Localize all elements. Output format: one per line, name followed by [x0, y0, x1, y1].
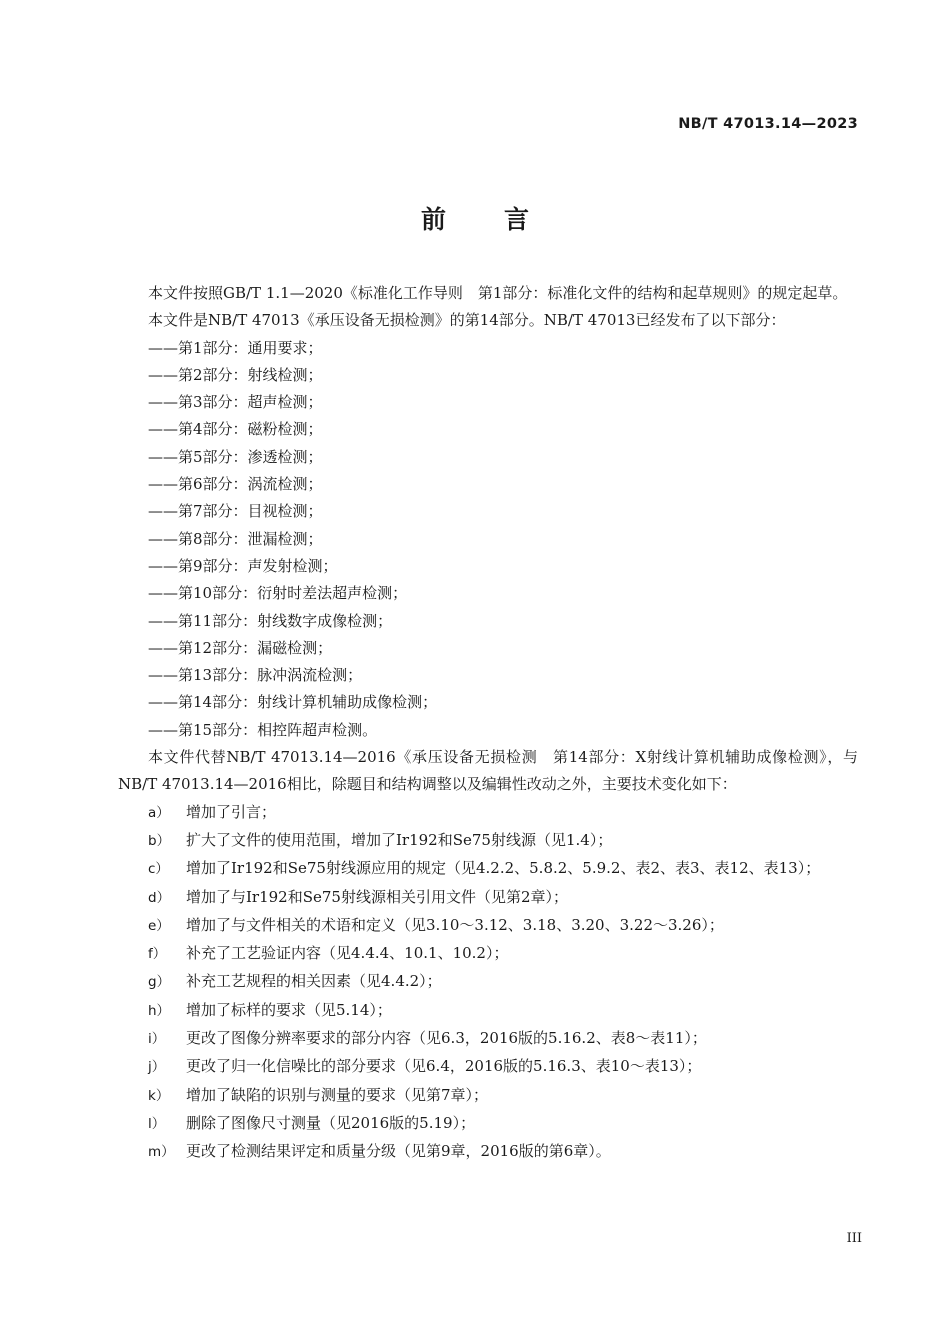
- list-item: ——第4部分：磁粉检测；: [148, 420, 323, 439]
- list-item: [118, 912, 858, 940]
- list-item-label: h）: [148, 1002, 171, 1019]
- list-item-label: m）: [148, 1144, 175, 1161]
- list-item: ——第9部分：声发射检测；: [148, 556, 338, 575]
- page-number: III: [846, 1231, 862, 1246]
- list-item-label: j）: [148, 1059, 166, 1076]
- parts-list: [118, 335, 858, 744]
- list-item-text: 补充工艺规程的相关因素（见4.4.2）；: [186, 972, 442, 991]
- replacement-paragraph: 本文件代替NB/T 47013.14—2016《承压设备无损检测 第14部分：X射线计算机辅助成像检测》，与NB/T 47013.14—2016相比，除题目和结构调整以及编辑性改动之外，主要技术变化如下：: [118, 748, 858, 794]
- list-item: [118, 855, 858, 883]
- list-item: ——第1部分：通用要求；: [148, 338, 323, 357]
- list-item: [118, 799, 858, 827]
- drafting-rules-paragraph: 本文件按照GB/T 1.1—2020《标准化工作导则 第1部分：标准化文件的结构和起草规则》的规定起草。: [148, 284, 848, 302]
- list-item: ——第6部分：涡流检测；: [148, 475, 323, 494]
- list-item: [118, 1110, 858, 1138]
- list-item: ——第8部分：泄漏检测；: [148, 529, 323, 548]
- list-item: ——第13部分：脉冲涡流检测；: [148, 666, 363, 685]
- list-item-text: 更改了检测结果评定和质量分级（见第9章，2016版的第6章）。: [186, 1142, 611, 1161]
- list-item: [118, 968, 858, 996]
- list-item: [118, 997, 858, 1025]
- list-item: [118, 827, 858, 855]
- list-item-text: 扩大了文件的使用范围，增加了Ir192和Se75射线源（见1.4）；: [186, 830, 613, 849]
- list-item-label: i）: [148, 1031, 166, 1048]
- list-item: ——第14部分：射线计算机辅助成像检测；: [148, 693, 438, 712]
- changes-list: [118, 799, 858, 1167]
- list-item-label: g）: [148, 974, 171, 991]
- list-item-label: a）: [148, 804, 170, 821]
- list-item-text: 增加了与文件相关的术语和定义（见3.10～3.12、3.18、3.20、3.22～3.26）；: [186, 915, 724, 934]
- list-item: ——第3部分：超声检测；: [148, 393, 323, 412]
- list-item-text: 更改了归一化信噪比的部分要求（见6.4，2016版的5.16.3、表10～表13）；: [186, 1057, 702, 1076]
- list-item: ——第5部分：渗透检测；: [148, 447, 323, 466]
- list-item-label: d）: [148, 889, 171, 906]
- list-item-label: b）: [148, 832, 171, 849]
- list-item: ——第11部分：射线数字成像检测；: [148, 611, 393, 630]
- list-item: [118, 1138, 858, 1166]
- list-item: ——第10部分：衍射时差法超声检测；: [148, 584, 408, 603]
- list-item-text: 增加了缺陷的识别与测量的要求（见第7章）；: [186, 1085, 489, 1104]
- list-item: [118, 940, 858, 968]
- foreword-body: [118, 280, 858, 1167]
- list-item-label: f）: [148, 946, 167, 963]
- list-item-text: 删除了图像尺寸测量（见2016版的5.19）；: [186, 1113, 476, 1132]
- parts-intro-paragraph: 本文件是NB/T 47013《承压设备无损检测》的第14部分。NB/T 47013已经发布了以下部分：: [148, 311, 786, 330]
- list-item-text: 增加了与Ir192和Se75射线源相关引用文件（见第2章）；: [186, 887, 569, 906]
- page-title: 前言: [420, 205, 587, 234]
- list-item: ——第15部分：相控阵超声检测。: [148, 720, 378, 739]
- document-number: NB/T 47013.14—2023: [678, 116, 858, 132]
- list-item-label: l）: [148, 1115, 166, 1132]
- list-item-label: k）: [148, 1087, 170, 1104]
- list-item: ——第7部分：目视检测；: [148, 502, 323, 521]
- list-item-text: 增加了标样的要求（见5.14）；: [186, 1000, 392, 1019]
- list-item-label: e）: [148, 917, 170, 934]
- list-item-label: c）: [148, 861, 169, 878]
- list-item-text: 更改了图像分辨率要求的部分内容（见6.3，2016版的5.16.2、表8～表11）；: [186, 1029, 707, 1048]
- list-item: [118, 1082, 858, 1110]
- list-item-text: 补充了工艺验证内容（见4.4.4、10.1、10.2）；: [186, 944, 509, 963]
- list-item: [118, 1053, 858, 1081]
- list-item-text: 增加了Ir192和Se75射线源应用的规定（见4.2.2、5.8.2、5.9.2、表2、表3、表12、表13）；: [186, 859, 821, 878]
- list-item: ——第2部分：射线检测；: [148, 365, 323, 384]
- list-item-text: 增加了引言；: [186, 802, 277, 821]
- list-item: ——第12部分：漏磁检测；: [148, 638, 333, 657]
- list-item: [118, 1025, 858, 1053]
- list-item: [118, 884, 858, 912]
